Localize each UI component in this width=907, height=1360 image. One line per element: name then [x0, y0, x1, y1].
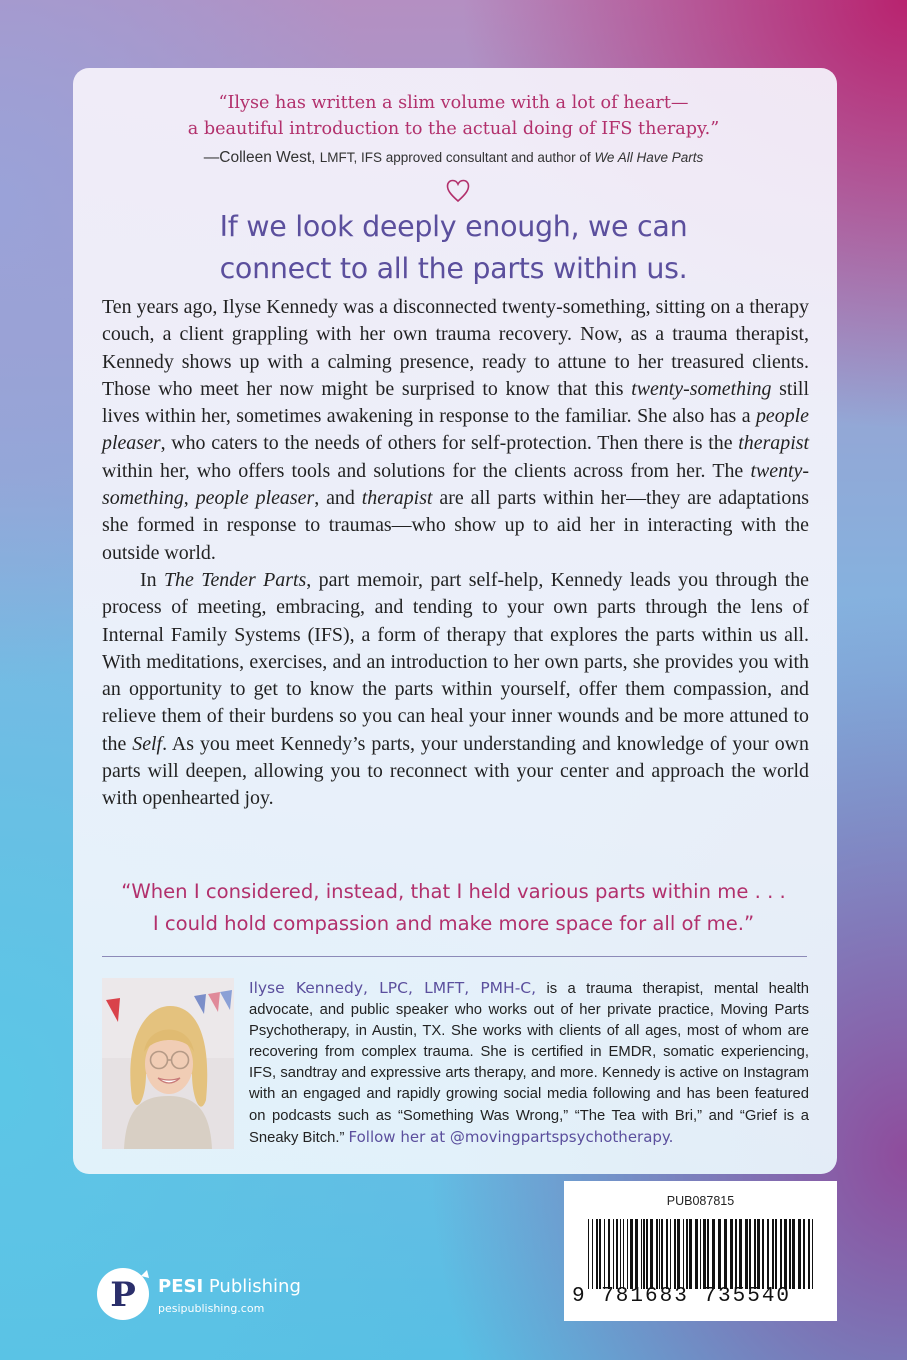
p1-italic-twenty-something: twenty-something [102, 459, 809, 510]
headline [0, 206, 907, 290]
barcode-bar [803, 1219, 805, 1289]
barcode-bar [789, 1219, 791, 1289]
pesi-logo-icon [97, 1266, 153, 1322]
attribution-credential: LMFT, [319, 150, 362, 165]
publisher-name [158, 1276, 301, 1297]
attribution-role: IFS approved consultant and author of [361, 150, 595, 165]
publisher-name-bold: PESI [158, 1276, 204, 1297]
publisher-name-rest: Publishing [203, 1276, 301, 1297]
barcode-bar [670, 1219, 671, 1289]
headline-line-1: If we look deeply enough, we can [219, 210, 688, 243]
author-name: Ilyse Kennedy, LPC, LMFT, PMH-C, [249, 979, 537, 997]
barcode-bar [689, 1219, 692, 1289]
barcode-bar [666, 1219, 668, 1289]
barcode-bar [772, 1219, 774, 1289]
barcode-box [564, 1181, 837, 1321]
barcode-bar [808, 1219, 810, 1289]
barcode-bar [620, 1219, 621, 1289]
barcode-bar [635, 1219, 638, 1289]
endorsement-attribution [0, 149, 907, 167]
p2-italic-book-title: The Tender Parts [163, 568, 307, 591]
publisher-url[interactable]: pesipublishing.com [158, 1302, 265, 1315]
author-bio [249, 978, 809, 1149]
barcode-bar [754, 1219, 756, 1289]
p1-text: , and [314, 487, 362, 510]
author-portrait-illustration [102, 978, 234, 1149]
barcode-bar [627, 1219, 628, 1289]
barcode-bar [646, 1219, 648, 1289]
headline-line-2: connect to all the parts within us. [219, 252, 688, 285]
barcode-bar [616, 1219, 618, 1289]
p1-text: are all parts within her—they are adaptations she formed in response to traumas—who show up to aid her in interacting with the outside world. [102, 487, 809, 564]
endorsement-line-2: a beautiful introduction to the actual doing of IFS therapy.” [187, 119, 720, 139]
barcode-bar [780, 1219, 782, 1289]
barcode-bar [608, 1219, 610, 1289]
author-photo [102, 978, 234, 1149]
barcode-bar [596, 1219, 598, 1289]
barcode-bar [661, 1219, 663, 1289]
p1-text: , who caters to the needs of others for self-protection. Then there is the [160, 432, 739, 455]
description-paragraph-2 [102, 567, 809, 813]
logo-letter: P [110, 1275, 136, 1315]
endorsement-line-1: “Ilyse has written a slim volume with a lot of heart— [218, 93, 689, 113]
author-bio-text: is a trauma therapist, mental health advocate, and public speaker who works out of her private practice, Moving Parts Psychotherapy, in Austin, TX. She works with clients of all ages, most of whom are recovering from complex trauma. She is certified in EMDR, somatic experiencing, IFS, sandtray and expressive arts therapy, and more. Kennedy is active on Instagram with an engaged and rapidly growing social media following and has been featured on podcasts such as “Something Was Wrong,” “The Tea with Bri,” and “Grief is a Sneaky Bitch.” [249, 981, 809, 1146]
barcode-bar [762, 1219, 764, 1289]
barcode-bar [588, 1219, 589, 1289]
isbn-number: 9 781683 735540 [572, 1285, 792, 1308]
barcode-bar [650, 1219, 653, 1289]
barcode-bar [703, 1219, 706, 1289]
attribution-book: We All Have Parts [594, 150, 704, 165]
divider [102, 956, 807, 957]
barcode-bar [767, 1219, 769, 1289]
barcode-bar [656, 1219, 658, 1289]
heart-icon [446, 178, 470, 204]
barcode-bar [604, 1219, 605, 1289]
barcode-bar [659, 1219, 660, 1289]
p1-text: Ten years ago, Ilyse Kennedy was a disconnected twenty-something, sitting on a therapy couch, a client grappling with her own trauma recovery. Now, as a trauma therapist, Kennedy shows up with a calming presence, ready to attune to her treasured clients. Those who meet her now might be surprised to know that this [102, 296, 809, 400]
barcode-bar [775, 1219, 777, 1289]
barcode-bar [630, 1219, 633, 1289]
p2-text: . As you meet Kennedy’s parts, your understanding and knowledge of your own parts will deepen, allowing you to reconnect with your center and approach the world with openhearted joy. [102, 732, 809, 810]
barcode-bar [812, 1219, 813, 1289]
pull-quote [0, 876, 907, 940]
p2-text: In [140, 568, 164, 591]
barcode-bar [592, 1219, 593, 1289]
description-body [102, 294, 809, 813]
p1-text: within her, who offers tools and solutions for the clients across from her. The [102, 459, 751, 482]
barcode-bar [641, 1219, 642, 1289]
barcode-bar [745, 1219, 748, 1289]
pull-quote-line-1: “When I considered, instead, that I held various parts within me . . . [121, 880, 786, 903]
description-paragraph-1 [102, 294, 809, 567]
barcode-bar [798, 1219, 801, 1289]
p1-italic-therapist: therapist [738, 432, 809, 455]
endorsement-quote [0, 90, 907, 142]
attribution-name: —Colleen West, [203, 149, 320, 166]
barcode-bar [718, 1219, 721, 1289]
barcode-bar [695, 1219, 698, 1289]
barcode-bar [686, 1219, 688, 1289]
barcode-bar [613, 1219, 614, 1289]
barcode-bar [643, 1219, 645, 1289]
social-handle-link[interactable]: Follow her at @movingpartspsychotherapy. [348, 1127, 674, 1146]
barcode-bar [700, 1219, 701, 1289]
p2-text: , part memoir, part self-help, Kennedy leads you through the process of meeting, embracing, and tending to your own parts through the lens of Internal Family Systems (IFS), a form of therapy that explores the parts within us all. With meditations, exercises, and an introduction to her own parts, she provides you with an opportunity to get to know the parts within yourself, offer them compassion, and relieve them of their burdens so you can heal your inner wounds and be more attuned to the [102, 568, 809, 755]
pull-quote-line-2: I could hold compassion and make more space for all of me.” [152, 912, 755, 935]
barcode-bar [712, 1219, 715, 1289]
barcode-bar [735, 1219, 737, 1289]
barcode-bar [724, 1219, 727, 1289]
p1-italic-therapist: therapist [361, 487, 433, 510]
barcode-bar [792, 1219, 795, 1289]
barcode-bar [677, 1219, 680, 1289]
p1-text: , [183, 487, 196, 510]
barcode-bar [757, 1219, 760, 1289]
barcode-bar [623, 1219, 624, 1289]
isbn-barcode [588, 1219, 816, 1289]
p1-italic-people-pleaser: people pleaser [102, 405, 809, 455]
p1-italic-twenty-something: twenty-something [631, 377, 772, 400]
barcode-bar [784, 1219, 787, 1289]
barcode-bar [739, 1219, 742, 1289]
p1-italic-people-pleaser: people pleaser [195, 487, 315, 510]
barcode-bar [599, 1219, 601, 1289]
pub-code: PUB087815 [666, 1194, 735, 1208]
barcode-bar [730, 1219, 733, 1289]
p1-text: still lives within her, sometimes awakening in response to the familiar. She also has a [102, 377, 809, 428]
barcode-bar [707, 1219, 709, 1289]
barcode-bar [674, 1219, 676, 1289]
barcode-bar [683, 1219, 684, 1289]
p2-italic-self: Self [132, 732, 163, 755]
barcode-bar [749, 1219, 751, 1289]
